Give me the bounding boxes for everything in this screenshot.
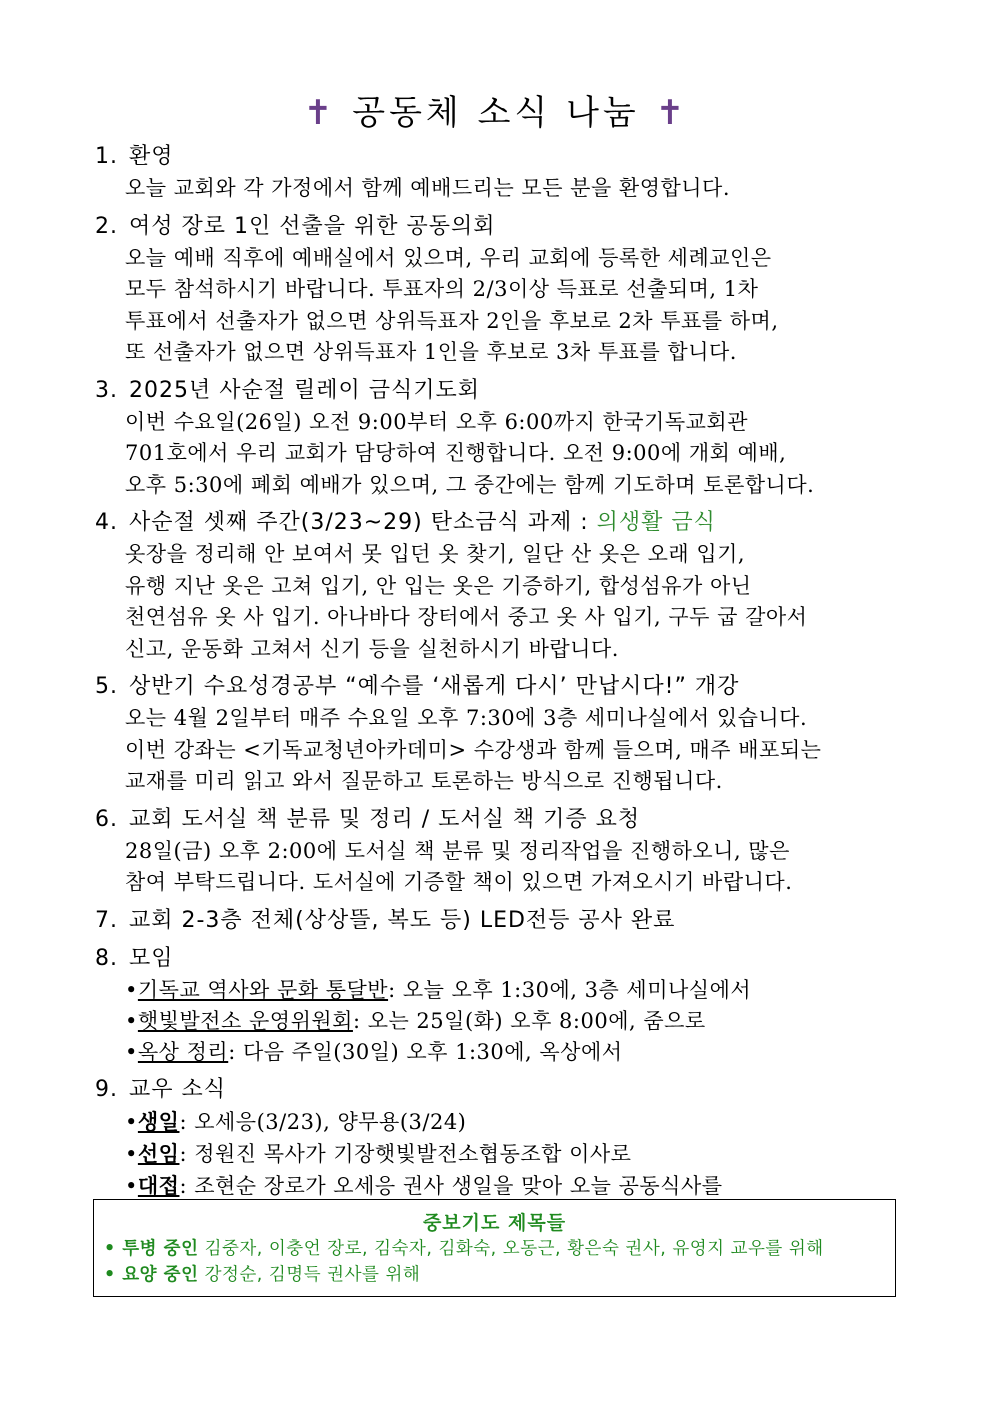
section-fasting-prayer [95,375,903,502]
section-heading [95,141,903,173]
section-title: 교우 소식 [129,1076,227,1102]
meeting-item: •기독교 역사와 문화 통달반: 오늘 오후 1:30에, 3층 세미나실에서 [125,977,752,1002]
section-title: 사순절 셋째 주간(3/23~29) 탄소금식 과제 : [129,510,589,535]
prayer-box [93,1199,896,1297]
section-bible-study [95,671,903,798]
body-line: 이번 수요일(26일) 오전 9:00부터 오후 6:00까지 한국기독교회관 [125,409,748,434]
section-number: 5. [95,674,118,699]
section-heading [95,375,903,407]
prayer-label: • 요양 중인 [104,1265,199,1285]
prayer-label: • 투병 중인 [104,1239,199,1259]
body-line: 옷장을 정리해 안 보여서 못 입던 옷 찾기, 일단 산 옷은 오래 입기, [125,542,746,566]
body-line: 교재를 미리 읽고 와서 질문하고 토론하는 방식으로 진행됩니다. [125,769,723,793]
body-line: 모두 참석하시기 바랍니다. 투표자의 2/3이상 득표로 선출되며, 1차 [125,277,759,301]
section-title: 모임 [129,945,174,971]
section-library [95,804,903,899]
section-number: 7. [95,907,118,933]
section-title-highlight: 의생활 금식 [596,510,716,535]
prayer-names: 강정순, 김명득 권사를 위해 [198,1265,421,1285]
meeting-label: 햇빛발전소 운영위원회 [137,1008,353,1033]
member-news-item: •대접: 조현순 장로가 오세응 권사 생일을 맞아 오늘 공동식사를 [125,1172,723,1198]
body-line: 오는 4월 2일부터 매주 수요일 오후 7:30에 3층 세미나실에서 있습니다. [125,706,808,730]
section-body [95,539,903,665]
body-line: 천연섬유 옷 사 입기. 아나바다 장터에서 중고 옷 사 입기, 구두 굽 갈아서 [125,605,808,629]
section-number: 2. [95,213,118,239]
section-body [95,173,903,205]
section-body [95,703,903,798]
section-welcome [95,141,903,205]
meeting-detail: : 오늘 오후 1:30에, 3층 세미나실에서 [388,977,752,1002]
section-number: 4. [95,510,118,535]
section-body [95,243,903,369]
meeting-label: 옥상 정리 [137,1039,229,1064]
body-line: 28일(금) 오후 2:00에 도서실 책 분류 및 정리작업을 진행하오니, 많은 [125,838,790,863]
body-line: 오늘 예배 직후에 예배실에서 있으며, 우리 교회에 등록한 세례교인은 [125,245,772,270]
section-heading [95,507,903,539]
member-news-label: 생일 [137,1108,180,1134]
page-title-text: 공동체 소식 나눔 [352,93,640,133]
section-number: 3. [95,377,118,403]
body-line: 이번 강좌는 <기독교청년아카데미> 수강생과 함께 들으며, 매주 배포되는 [125,737,822,762]
prayer-item [94,1236,895,1262]
section-title: 환영 [129,144,174,169]
meeting-detail: : 오는 25일(화) 오후 8:00에, 줌으로 [352,1008,706,1033]
section-heading [95,905,903,937]
section-heading [95,211,903,243]
section-title: 2025년 사순절 릴레이 금식기도회 [129,377,480,403]
member-news-item: •생일: 오세응(3/23), 양무용(3/24) [125,1108,467,1134]
meeting-detail: : 다음 주일(30일) 오후 1:30에, 옥상에서 [228,1039,623,1064]
section-body [95,836,903,899]
member-news-item: •선임: 정원진 목사가 기장햇빛발전소협동조합 이사로 [125,1140,632,1166]
section-number: 9. [95,1076,118,1102]
meeting-label: 기독교 역사와 문화 통달반 [137,977,389,1002]
section-meetings [95,943,903,1068]
section-title: 교회 도서실 책 분류 및 정리 / 도서실 책 기증 요청 [129,806,641,832]
prayer-names: 김중자, 이충언 장로, 김숙자, 김화숙, 오동근, 황은숙 권사, 유영지 교우를 위해 [198,1239,824,1259]
member-news-label: 선임 [137,1140,180,1166]
section-number: 8. [95,945,118,971]
body-line: 오늘 교회와 각 가정에서 함께 예배드리는 모든 분을 환영합니다. [125,176,731,200]
section-heading [95,1074,903,1106]
section-number: 1. [95,144,118,169]
section-heading [95,943,903,975]
section-led-work [95,905,903,937]
section-elder-election [95,211,903,369]
cross-left-icon: ✝ [303,93,337,133]
member-news-label: 대접 [137,1172,180,1198]
section-member-news [95,1074,903,1202]
body-line: 701호에서 우리 교회가 담당하여 진행합니다. 오전 9:00에 개회 예배, [125,441,787,465]
section-heading [95,671,903,703]
page-title [0,88,992,138]
member-news-detail: : 정원진 목사가 기장햇빛발전소협동조합 이사로 [179,1141,632,1166]
body-line: 투표에서 선출자가 없으면 상위득표자 2인을 후보로 2차 투표를 하며, [125,308,779,333]
news-sections [95,141,903,1208]
meeting-item: •옥상 정리: 다음 주일(30일) 오후 1:30에, 옥상에서 [125,1039,623,1064]
prayer-item [94,1262,895,1288]
prayer-title: 중보기도 제목들 [422,1212,567,1234]
cross-right-icon: ✝ [655,93,689,133]
member-news-detail: : 조현순 장로가 오세응 권사 생일을 맞아 오늘 공동식사를 [179,1173,723,1198]
body-line: 오후 5:30에 폐회 예배가 있으며, 그 중간에는 함께 기도하며 토론합니다. [125,472,815,497]
section-carbon-fast [95,507,903,665]
section-number: 6. [95,806,118,832]
section-title: 교회 2-3층 전체(상상뜰, 복도 등) LED전등 공사 완료 [129,907,676,933]
meeting-item: •햇빛발전소 운영위원회: 오는 25일(화) 오후 8:00에, 줌으로 [125,1008,706,1033]
section-title: 여성 장로 1인 선출을 위한 공동의회 [129,213,496,239]
member-news-detail: : 오세응(3/23), 양무용(3/24) [179,1109,467,1134]
section-heading [95,804,903,836]
section-title: 상반기 수요성경공부 “예수를 ‘새롭게 다시’ 만납시다!” 개강 [129,674,740,699]
body-line: 신고, 운동화 고쳐서 신기 등을 실천하시기 바랍니다. [125,636,619,661]
body-line: 유행 지난 옷은 고쳐 입기, 안 입는 옷은 기증하기, 합성섬유가 아닌 [125,573,752,598]
section-body [95,407,903,502]
body-line: 또 선출자가 없으면 상위득표자 1인을 후보로 3차 투표를 합니다. [125,340,737,364]
body-line: 참여 부탁드립니다. 도서실에 기증할 책이 있으면 가져오시기 바랍니다. [125,870,793,894]
